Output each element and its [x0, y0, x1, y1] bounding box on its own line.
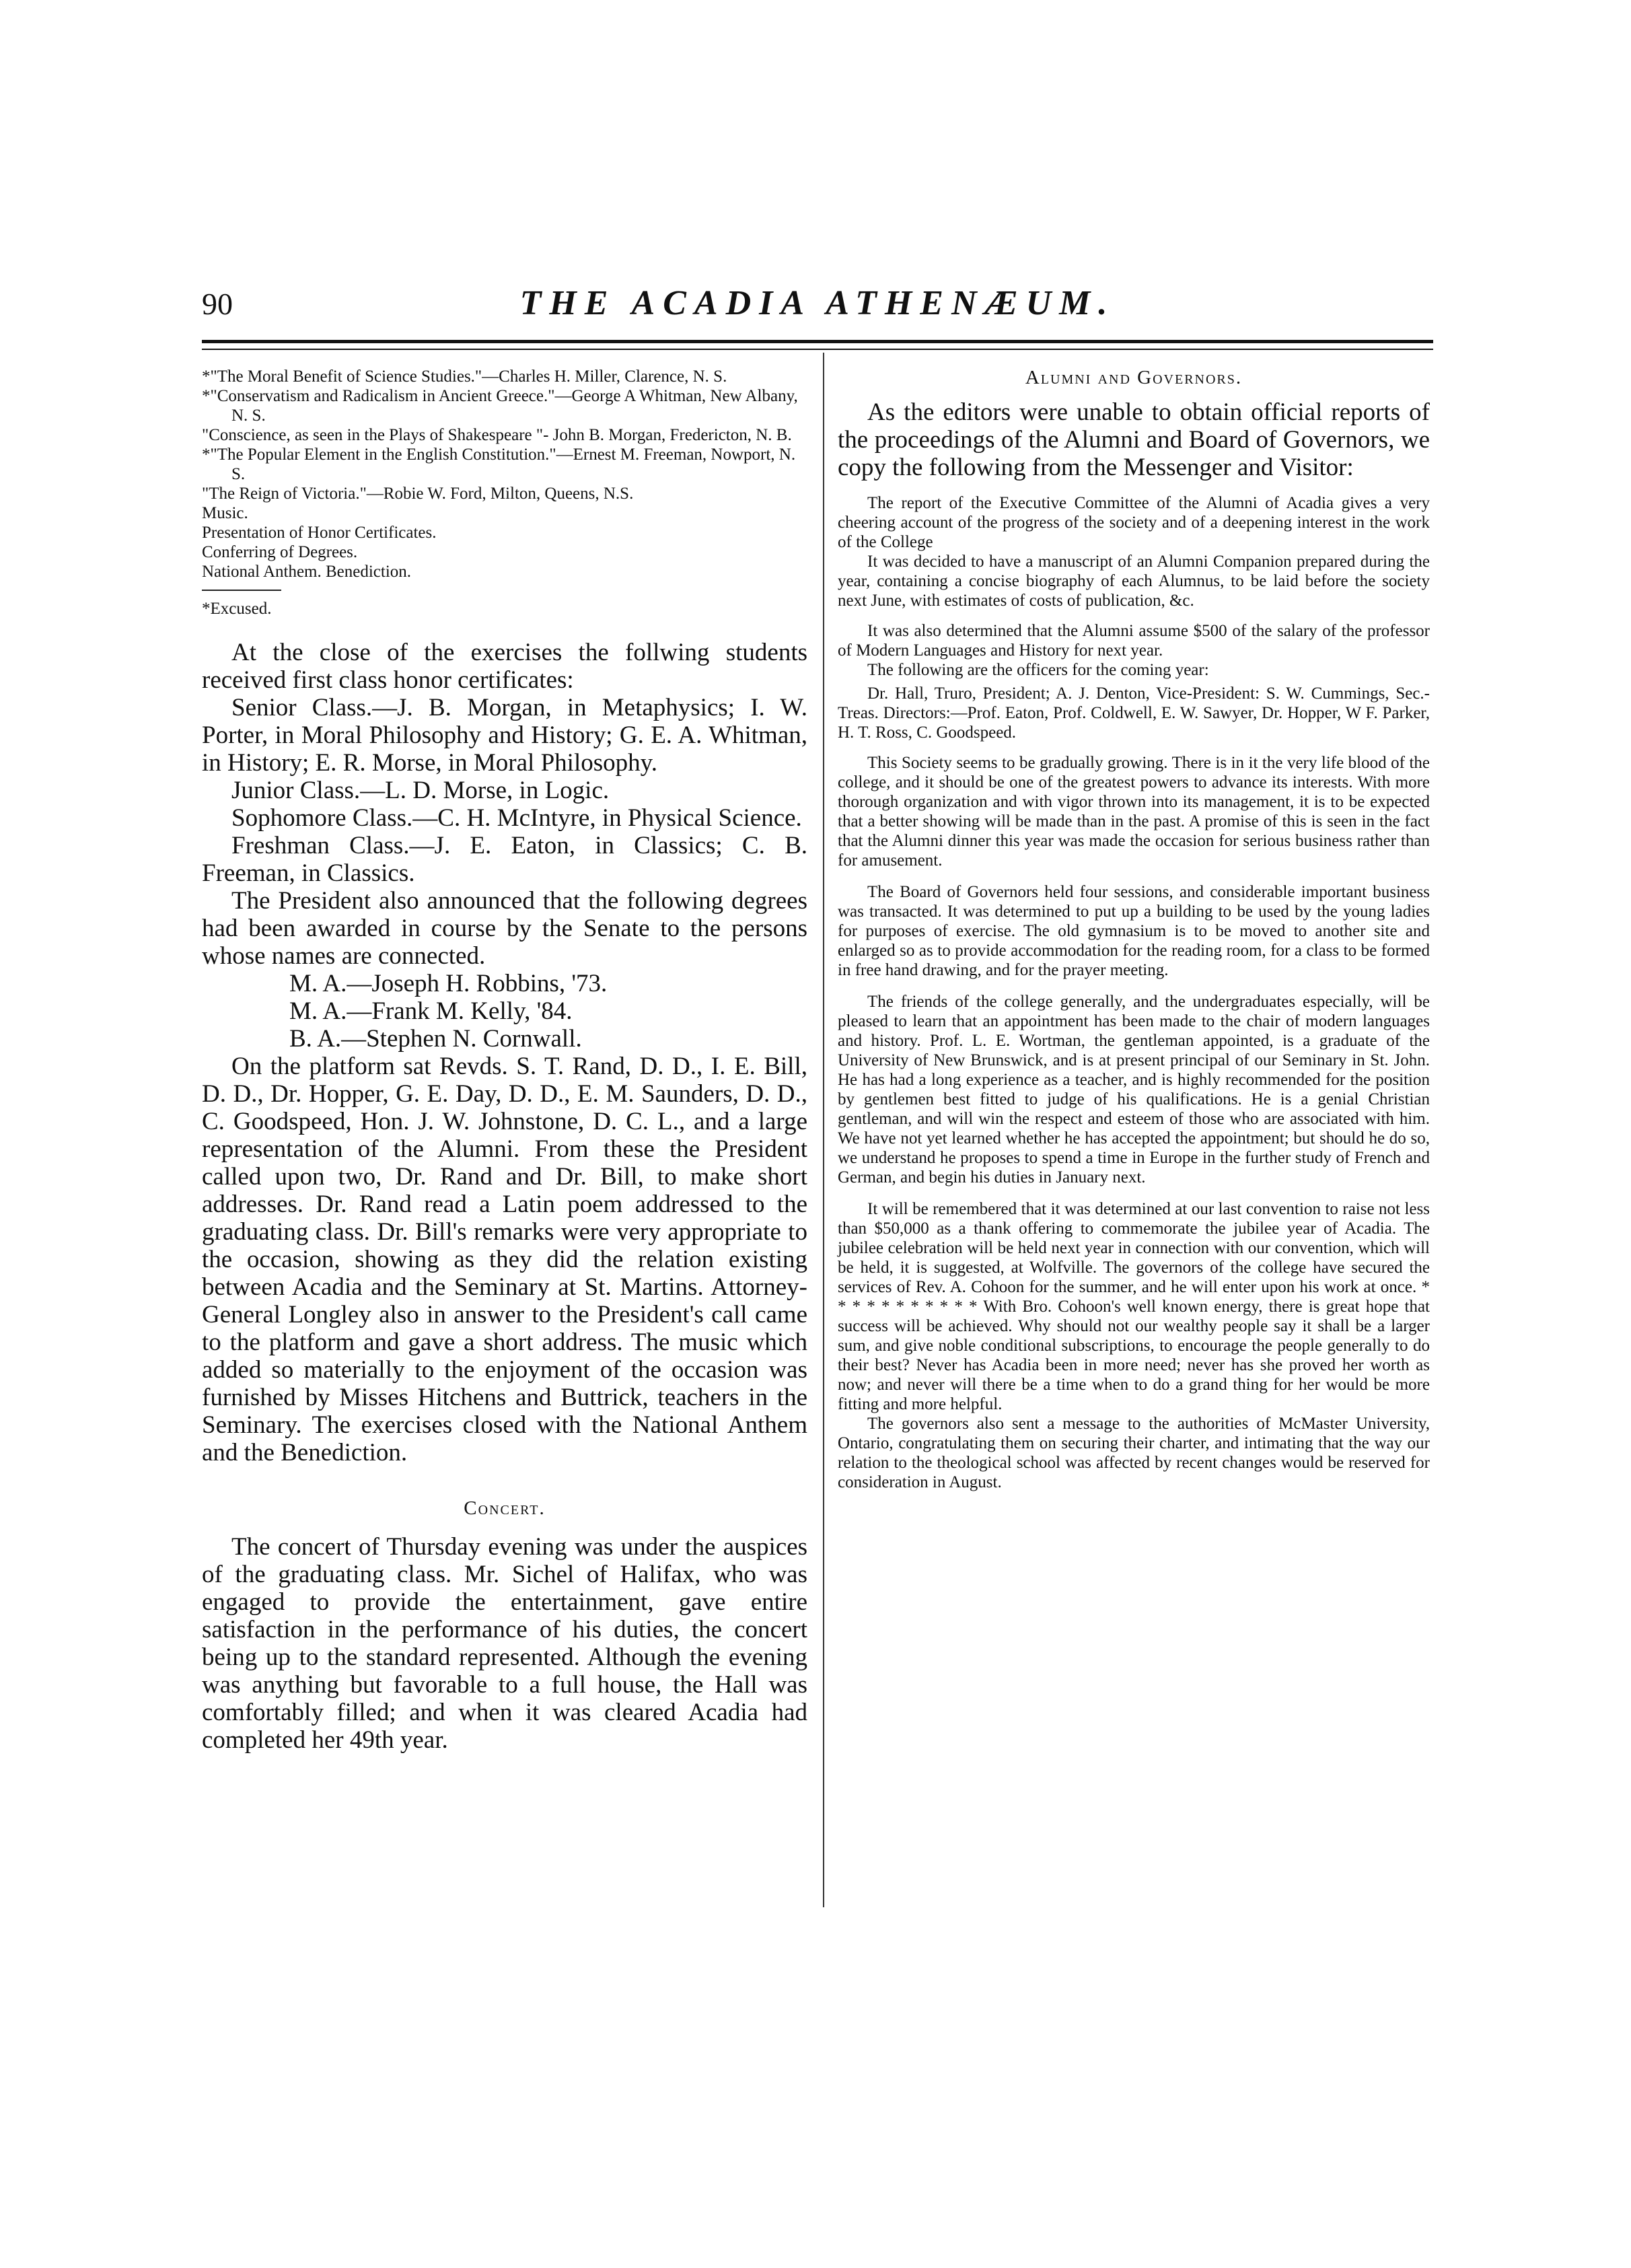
- paragraph: The Board of Governors held four sessions, and considerable important business was transacted. It was determined to put up a building to be used by the young ladies for purposes of exercise. The old gymnasium is to be moved to another site and enlarged so as to provide accommodation for the reading room, for a class to be formed in free hand drawing, and for the prayer meeting.: [838, 883, 1430, 979]
- program-list: [202, 367, 807, 581]
- program-item: National Anthem. Benediction.: [202, 563, 412, 581]
- program-item: *"Conservatism and Radicalism in Ancient Greece."—George A Whitman, New Albany, N. S.: [202, 387, 798, 425]
- program-item: *"The Popular Element in the English Constitution."—Ernest M. Freeman, Nowport, N. S.: [202, 446, 796, 483]
- honors-item: Freshman Class.—J. E. Eaton, in Classics; C. B. Freeman, in Classics.: [202, 832, 807, 887]
- honors-item: Junior Class.—L. D. Morse, in Logic.: [231, 777, 610, 804]
- program-item: Conferring of Degrees.: [202, 543, 358, 561]
- paragraph: The President also announced that the following degrees had been awarded in course by the Senate to the persons whose names are connected.: [202, 887, 807, 970]
- paragraph: It will be remembered that it was determined at our last convention to raise not less than $50,000 as a thank offering to commemorate the jubilee year of Acadia. The jubilee celebration will be held next year in connection with our convention, which will be held, it is suggested, at Wolfville. The governors of the college have secured the services of Rev. A. Cohoon for the summer, and he will enter upon his work at once. * * * * * * * * * * * With Bro. Cohoon's well known energy, there is great hope that success will be achieved. Why should not our wealthy people say it shall be a larger sum, and give noble conditional subscriptions, to encourage the people generally to do their best? Never has Acadia been in more need; never has she proved her worth as now; and never will there be a time when to do a grand thing for her would be more fitting and more helpful.: [838, 1200, 1430, 1413]
- left-article-text: [202, 639, 807, 1466]
- paragraph: At the close of the exercises the follwing students received first class honor certificates:: [202, 639, 807, 694]
- paragraph: On the platform sat Revds. S. T. Rand, D. D., I. E. Bill, D. D., Dr. Hopper, G. E. Day, D. D., E. M. Saunders, D. D., C. Goodspeed, Hon. J. W. Johnstone, D. C. L., and a large representation of the Alumni. From these the President called upon two, Dr. Rand and Dr. Bill, to make short addresses. Dr. Rand read a Latin poem addressed to the graduating class. Dr. Bill's remarks were very appropriate to the occasion, showing as they did the relation existing between Acadia and the Seminary at St. Martins. Attorney-General Longley also in answer to the President's call came to the platform and gave a short address. The music which added so materially to the enjoyment of the occasion was furnished by Misses Hitchens and Buttrick, teachers in the Seminary. The exercises closed with the National Anthem and the Benediction.: [202, 1053, 807, 1466]
- left-column: [202, 367, 807, 1754]
- paragraph: It was also determined that the Alumni assume $500 of the salary of the professor of Modern Languages and History for next year.: [838, 622, 1430, 660]
- page-header: [202, 286, 1433, 333]
- header-rule-thick: [202, 340, 1433, 343]
- program-item: "The Reign of Victoria."—Robie W. Ford, Milton, Queens, N.S.: [202, 485, 634, 503]
- program-item: Music.: [202, 504, 248, 522]
- paragraph: The concert of Thursday evening was under the auspices of the graduating class. Mr. Sichel of Halifax, who was engaged to provide the entertainment, gave entire satisfaction in the performance of his duties, the concert being up to the standard represented. Although the evening was anything but favorable to a full house, the Hall was comfortably filled; and when it was cleared Acadia had completed her 49th year.: [202, 1533, 807, 1754]
- program-item: Presentation of Honor Certificates.: [202, 524, 437, 542]
- column-divider: [823, 353, 824, 1907]
- paragraph: It was decided to have a manuscript of an Alumni Companion prepared during the year, containing a concise biography of each Alumnus, to be laid before the society next June, with estimates of costs of publication, &c.: [838, 553, 1430, 610]
- honors-item: Sophomore Class.—C. H. McIntyre, in Physical Science.: [231, 804, 802, 832]
- degree-item: M. A.—Joseph H. Robbins, '73.: [289, 970, 608, 997]
- paragraph: The friends of the college generally, and the undergraduates especially, will be pleased to learn that an appointment has been made to the chair of modern languages and history. Prof. L. E. Wortman, the gentleman appointed, is a graduate of the University of New Brunswick, and is at present principal of our Seminary in St. John. He has had a long experience as a teacher, and is highly recommended for the position by gentlemen best fitted to judge of his qualifications. He is a genial Christian gentleman, and will win the respect and esteem of those who are associated with him. We have not yet learned whether he has accepted the appointment; but should he do so, we understand he proposes to spend a time in Europe in the further study of French and German, and begin his duties in January next.: [838, 993, 1430, 1186]
- right-column: [838, 367, 1430, 1492]
- program-item: "Conscience, as seen in the Plays of Shakespeare "- John B. Morgan, Fredericton, N. B.: [202, 426, 792, 444]
- paragraph: This Society seems to be gradually growing. There is in it the very life blood of the college, and it should be one of the greatest powers to advance its interests. With more thorough organization and with vigor thrown into its management, it is to be expected that a better showing will be made than in the past. A promise of this is seen in the fact that the Alumni dinner this year was made the occasion for serious business rather than for amusement.: [838, 754, 1430, 870]
- alumni-heading: Alumni and Governors.: [1025, 367, 1243, 388]
- intro-paragraph: As the editors were unable to obtain official reports of the proceedings of the Alumni and Board of Governors, we copy the following from the Messenger and Visitor:: [838, 398, 1430, 481]
- page-number: 90: [202, 287, 233, 321]
- paragraph: The report of the Executive Committee of the Alumni of Acadia gives a very cheering account of the progress of the society and of a deepening interest in the work of the College: [838, 494, 1430, 551]
- paragraph: The governors also sent a message to the authorities of McMaster University, Ontario, congratulating them on securing their charter, and intimating that the way our relation to the theological school was affected by recent changes would be reserved for consideration in August.: [838, 1415, 1430, 1491]
- honors-item: Senior Class.—J. B. Morgan, in Metaphysics; I. W. Porter, in Moral Philosophy and History; G. E. A. Whitman, in History; E. R. Morse, in Moral Philosophy.: [202, 694, 807, 777]
- header-rule-thin: [202, 349, 1433, 350]
- concert-heading: Concert.: [464, 1497, 546, 1519]
- footnote-rule: [202, 590, 281, 591]
- right-article-text: [838, 493, 1430, 1492]
- degree-item: M. A.—Frank M. Kelly, '84.: [289, 997, 573, 1025]
- officers-paragraph: Dr. Hall, Truro, President; A. J. Denton, Vice-President: S. W. Cummings, Sec.-Treas. Directors:—Prof. Eaton, Prof. Coldwell, E. W. Sawyer, Dr. Hopper, W F. Parker, H. T. Ross, C. Goodspeed.: [838, 684, 1430, 742]
- program-item: *"The Moral Benefit of Science Studies."—Charles H. Miller, Clarence, N. S.: [202, 367, 727, 386]
- footnote: *Excused.: [202, 600, 272, 618]
- paragraph: The following are the officers for the coming year:: [867, 661, 1209, 679]
- running-title: THE ACADIA ATHENÆUM.: [519, 284, 1116, 322]
- degree-item: B. A.—Stephen N. Cornwall.: [289, 1025, 582, 1053]
